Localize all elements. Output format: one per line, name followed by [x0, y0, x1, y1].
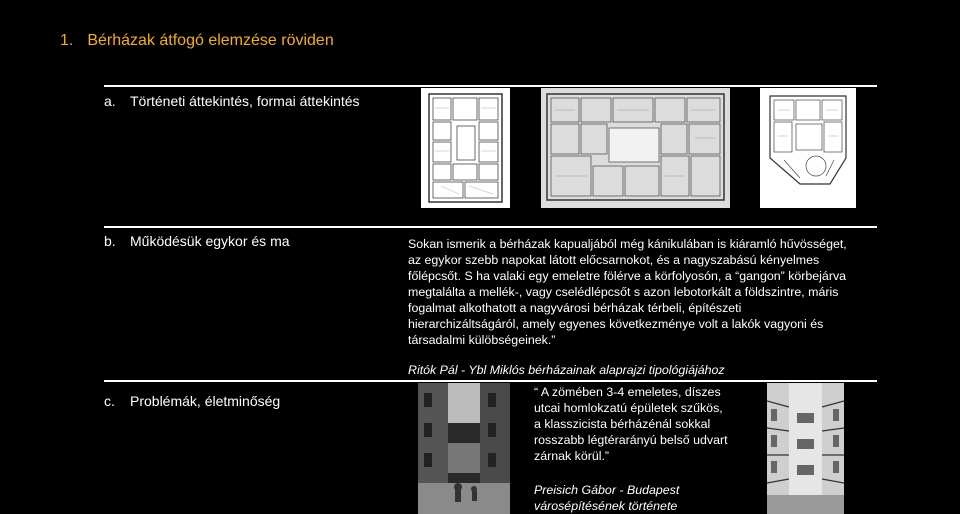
section-b-letter: b. [104, 233, 116, 249]
quote-line: zárnak körül.” [534, 449, 610, 463]
quote-preisich [534, 384, 764, 464]
quote-line: főlépcsőt. S ha valaki egy emeletre fölérve a körfolyosón, a “gangon” körbejárva [408, 269, 847, 283]
photo-courtyard-left [418, 383, 510, 514]
divider-c [104, 380, 877, 382]
section-a-label: Történeti áttekintés, formai áttekintés [130, 93, 360, 109]
section-b-label: Működésük egykor és ma [130, 233, 290, 249]
quote-ritok-source: Ritók Pál - Ybl Miklós bérházainak alaprajzi tipológiájához [408, 363, 725, 377]
quote-preisich-source [534, 482, 679, 514]
quote-line: utcai homlokzatú épületek szűkös, [534, 401, 723, 415]
quote-line: “ A zömében 3-4 emeletes, díszes [534, 385, 721, 399]
floor-plan-center [541, 88, 730, 208]
section-a-letter: a. [104, 93, 116, 109]
title-number: 1. [60, 32, 74, 49]
section-c-letter: c. [104, 393, 115, 409]
floor-plan-right [760, 88, 856, 208]
section-b-heading [104, 233, 290, 249]
divider-a [104, 85, 877, 87]
source-line: városépítésének története [534, 499, 678, 513]
quote-line: rosszabb légtérarányú belső udvart [534, 433, 728, 447]
title-text: Bérházak átfogó elemzése röviden [87, 32, 334, 49]
quote-line: társadalmi külöbségeinek.” [408, 333, 556, 347]
quote-line: a klasszicista bérházénál sokkal [534, 417, 711, 431]
quote-line: megtalálta a mellék-, vagy cselédlépcsőt s azon lebotorkált a földszintre, máris [408, 285, 839, 299]
divider-b [104, 226, 877, 228]
quote-line: hierarchizáltságáról, amely egyenes következménye volt a lakók vagyoni és [408, 317, 824, 331]
quote-line: fogalmat alkothatott a nagyvárosi bérházak térbeli, építészeti [408, 301, 742, 315]
quote-line: az egykor szebb napokat látott előcsarnokot, és a nagyszabású kényelmes [408, 253, 820, 267]
section-c-heading [104, 393, 280, 409]
photo-courtyard-right [767, 383, 844, 514]
quote-line: Sokan ismerik a bérházak kapualjából még kánikulában is kiáramló hűvösséget, [408, 237, 847, 251]
section-a-heading [104, 93, 360, 109]
section-c-label: Problémák, életminőség [130, 393, 281, 409]
page-title [60, 32, 334, 50]
quote-ritok [408, 236, 888, 348]
source-line: Preisich Gábor - Budapest [534, 483, 680, 497]
floor-plan-left [421, 88, 510, 208]
